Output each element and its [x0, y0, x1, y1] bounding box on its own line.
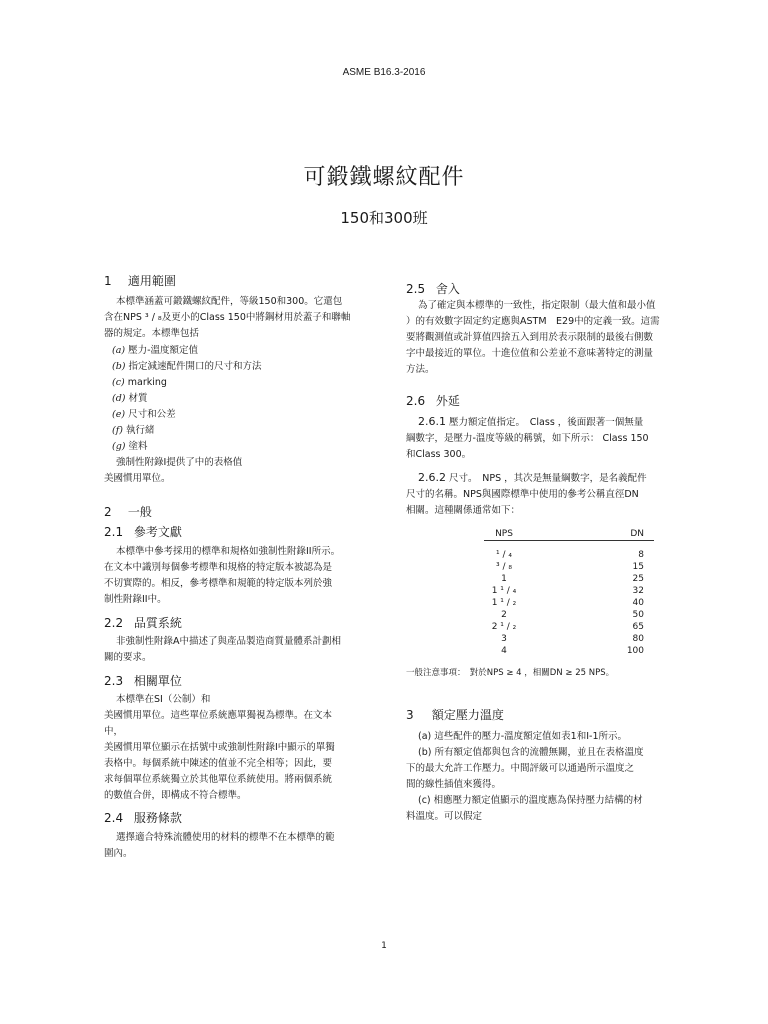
- paragraph-line: 求每個單位系統獨立於其他單位系統使用。將兩個系統: [104, 774, 333, 785]
- list-tag: (b): [112, 361, 126, 372]
- section-2-4-heading: [104, 809, 182, 826]
- nps-cell: ³ / ₈: [496, 562, 512, 572]
- section-title: 適用範圍: [127, 274, 176, 288]
- section-number: 1: [104, 274, 112, 288]
- nps-cell: 2 ¹ / ₂: [491, 622, 517, 632]
- dn-cell: 32: [632, 586, 644, 596]
- section-3-heading: [406, 706, 504, 723]
- list-text: 指定減速配件開口的尺寸和方法: [128, 361, 262, 372]
- list-item: [112, 343, 387, 359]
- table-note: 一般注意事項： 對於NPS ≥ 4 ，相關DN ≥ 25 NPS。: [406, 668, 615, 678]
- paragraph-line: 非強制性附錄A中描述了與產品製造商質量體系計劃相: [116, 636, 341, 647]
- dn-cell: 100: [626, 646, 644, 656]
- paragraph-line: 中，: [104, 726, 124, 737]
- paragraph-line: 本標準在SI（公制）和: [116, 694, 211, 705]
- paragraph-line: 的數值合併，即構成不符合標準。: [104, 790, 247, 801]
- dn-cell: 25: [632, 574, 644, 584]
- paragraph-line: ）的有效數字固定約定應與ASTM E29中的定義一致。這需: [406, 316, 660, 327]
- paragraph-line: (a) 這些配件的壓力-溫度額定值如表1和I-1所示。: [418, 731, 628, 742]
- section-2-1-body: [104, 544, 389, 608]
- paragraph-line: 壓力額定值指定。 Class ，後面跟著一個無量: [449, 417, 644, 428]
- table-row: [484, 633, 654, 645]
- list-item: [112, 375, 387, 391]
- dn-cell: 65: [632, 622, 644, 632]
- section-number: 2.4: [104, 811, 124, 825]
- list-item: [112, 407, 387, 423]
- list-text: 執行緒: [125, 425, 155, 436]
- section-title: 服務條款: [133, 811, 182, 825]
- section-2-5-body: [406, 298, 696, 378]
- dn-cell: 8: [638, 550, 644, 560]
- table-row: [484, 573, 654, 585]
- paragraph-line: 美國慣用單位。: [104, 473, 171, 484]
- paragraph-line: 在文本中識別每個參考標準和規格的特定版本被認為是: [104, 562, 333, 573]
- paragraph-line: 綱數字，是壓力-溫度等級的稱號，如下所示： Class 150: [406, 433, 649, 444]
- section-title: 外延: [435, 394, 460, 408]
- paragraph-line: 方法。: [406, 364, 435, 375]
- section-number: 2.6: [406, 394, 426, 408]
- section-number: 3: [406, 708, 414, 722]
- paragraph-line: (c) 相應壓力額定值顯示的溫度應為保持壓力結構的材: [418, 795, 643, 806]
- paragraph-line: 和Class 300。: [406, 449, 472, 460]
- paragraph-line: 尺寸。 NPS ，其次是無量綱數字，是名義配件: [449, 473, 647, 484]
- list-text: 塗料: [128, 441, 148, 452]
- paragraph-line: 尺寸的名稱。NPS與國際標準中使用的參考公稱直徑DN: [406, 489, 639, 500]
- table-row: [484, 561, 654, 573]
- dn-cell: 15: [632, 562, 644, 572]
- running-header: ASME B16.3-2016: [342, 67, 426, 78]
- subsection-number: 2.6.1: [418, 415, 446, 428]
- paragraph-line: 制性附錄II中。: [104, 594, 167, 605]
- section-2-2-body: [104, 634, 389, 666]
- column-header-dn: DN: [630, 529, 644, 539]
- table-row: [484, 621, 654, 633]
- paragraph-line: 為了確定與本標準的一致性，指定限制（最大值和最小值: [418, 300, 656, 311]
- section-title: 一般: [127, 505, 152, 519]
- section-1-closing: [104, 455, 389, 487]
- paragraph-line: 下的最大允許工作壓力。中間評級可以通過所示溫度之: [406, 763, 635, 774]
- section-2-6-2-body: [406, 470, 696, 519]
- section-number: 2.3: [104, 674, 124, 688]
- list-tag: (c): [112, 377, 125, 388]
- section-2-3-body: [104, 692, 389, 804]
- list-item: [112, 439, 387, 455]
- list-item: [112, 423, 387, 439]
- paragraph-line: 關的要求。: [104, 652, 152, 663]
- paragraph-line: (b) 所有額定值都與包含的流體無關，並且在表格溫度: [418, 747, 644, 758]
- list-text: 尺寸和公差: [128, 409, 176, 420]
- section-2-1-heading: [104, 523, 182, 540]
- section-title: 舍入: [435, 282, 460, 296]
- section-1-body: [104, 294, 389, 342]
- list-item: [112, 391, 387, 407]
- paragraph-line: 美國慣用單位。這些單位系統應單獨視為標準。在文本: [104, 710, 333, 721]
- table-row: [484, 597, 654, 609]
- list-tag: (g): [112, 441, 126, 452]
- table-row: [484, 609, 654, 621]
- list-tag: (f): [112, 425, 123, 436]
- document-subtitle: 150和300班: [340, 209, 428, 227]
- paragraph-line: 本標準中參考採用的標準和規格如強制性附錄II所示。: [116, 546, 341, 557]
- section-2-2-heading: [104, 614, 182, 631]
- paragraph-line: 要將觀測值或計算值四捨五入到用於表示限制的最後右側數: [406, 332, 654, 343]
- paragraph-line: 強制性附錄I提供了中的表格值: [116, 457, 243, 468]
- section-2-6-1-body: [406, 414, 696, 463]
- section-number: 2.1: [104, 525, 124, 539]
- section-title: 相關單位: [133, 674, 182, 688]
- paragraph-line: 字中最接近的單位。十進位值和公差並不意味著特定的測量: [406, 348, 654, 359]
- section-number: 2.2: [104, 616, 124, 630]
- paragraph-line: 圍內。: [104, 848, 133, 859]
- nps-cell: ¹ / ₄: [496, 550, 512, 560]
- list-item: [112, 359, 387, 375]
- section-title: 額定壓力溫度: [431, 708, 504, 722]
- list-tag: (d): [112, 393, 126, 404]
- paragraph-line: 表格中。每個系統中陳述的值並不完全相等；因此，要: [104, 758, 333, 769]
- dn-cell: 50: [632, 610, 644, 620]
- column-header-nps: NPS: [495, 529, 513, 539]
- paragraph-line: 美國慣用單位顯示在括號中或強制性附錄I中顯示的單獨: [104, 742, 335, 753]
- section-number: 2: [104, 505, 112, 519]
- nps-cell: 4: [501, 646, 507, 656]
- section-number: 2.5: [406, 282, 426, 296]
- section-2-6-heading: [406, 392, 460, 409]
- section-3-body: [406, 729, 696, 825]
- paragraph-line: 間的線性插值來獲得。: [406, 779, 502, 790]
- list-text: 材質: [128, 393, 148, 404]
- section-title: 品質系統: [133, 616, 182, 630]
- paragraph-line: 本標準涵蓋可鍛鐵螺紋配件，等級150和300。它還包: [116, 296, 343, 307]
- document-title: 可鍛鐵螺紋配件: [303, 165, 465, 190]
- paragraph-line: 選擇適合特殊流體使用的材料的標準不在本標準的範: [116, 832, 335, 843]
- section-2-heading: [104, 503, 152, 520]
- paragraph-line: 器的規定。本標準包括: [104, 328, 200, 339]
- list-text: 壓力-溫度額定值: [128, 345, 199, 356]
- table-row: [484, 549, 654, 561]
- section-2-5-heading: [406, 280, 460, 297]
- nps-cell: 3: [501, 634, 507, 644]
- paragraph-line: 料溫度。可以假定: [406, 811, 483, 822]
- paragraph-line: 相關。這種關係通常如下：: [406, 505, 521, 516]
- section-2-4-body: [104, 830, 389, 862]
- list-text: marking: [127, 377, 167, 388]
- nps-cell: 1 ¹ / ₄: [491, 586, 517, 596]
- nps-dn-table: [484, 528, 654, 657]
- section-title: 參考文獻: [133, 525, 182, 539]
- subsection-number: 2.6.2: [418, 471, 446, 484]
- table-row: [484, 645, 654, 657]
- section-2-3-heading: [104, 672, 182, 689]
- paragraph-line: 含在NPS ³ / ₈及更小的Class 150中將鋼材用於蓋子和聯軸: [104, 312, 351, 323]
- list-tag: (a): [112, 345, 126, 356]
- table-row: [484, 585, 654, 597]
- scope-list: [112, 343, 387, 455]
- nps-cell: 1 ¹ / ₂: [491, 598, 517, 608]
- section-1-heading: [104, 272, 176, 289]
- page-number: 1: [381, 941, 387, 951]
- dn-cell: 80: [632, 634, 644, 644]
- list-tag: (e): [112, 409, 126, 420]
- paragraph-line: 不切實際的。相反，參考標準和規範的特定版本列於強: [104, 578, 333, 589]
- nps-cell: 1: [501, 574, 507, 584]
- table-header-row: [484, 528, 654, 541]
- nps-cell: 2: [501, 610, 507, 620]
- dn-cell: 40: [632, 598, 644, 608]
